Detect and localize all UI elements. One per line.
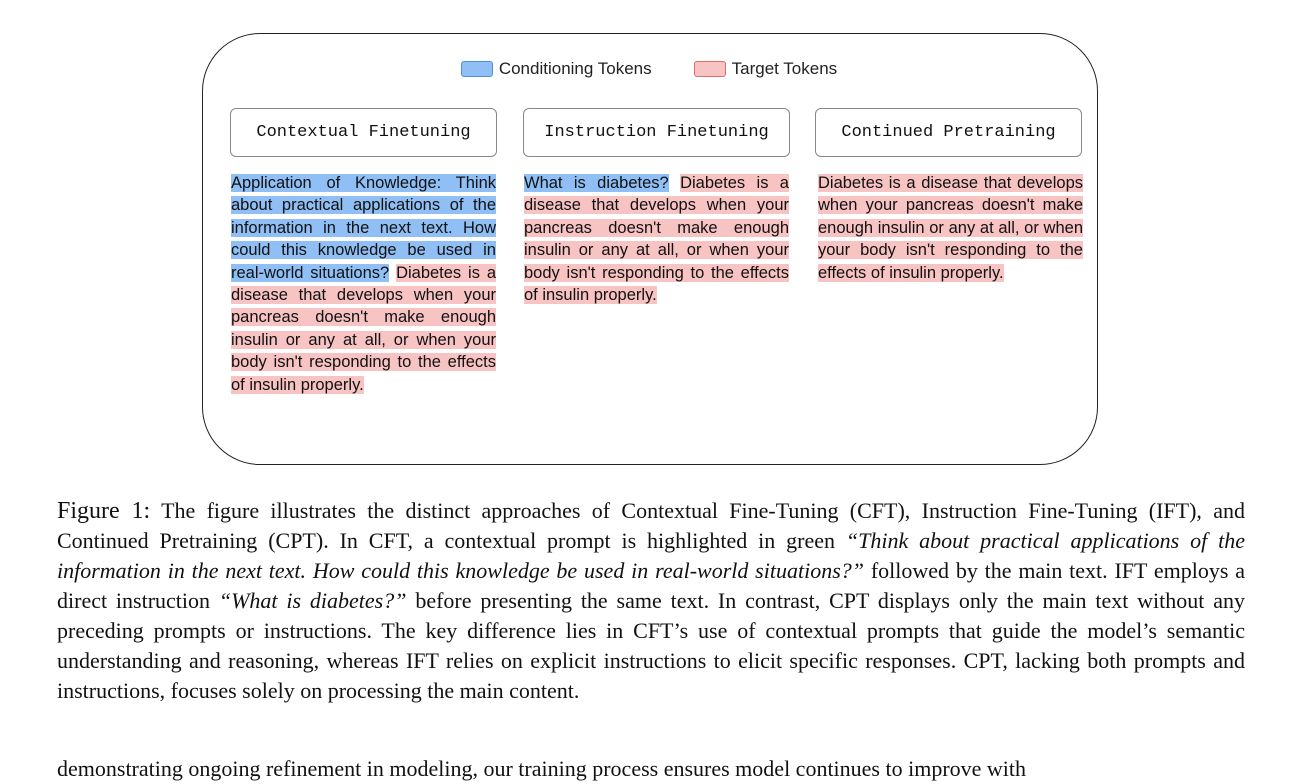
caption-text-part3: before presenting the same text. In contrast, CPT displays only the main text without any preceding prompts or instructions. The key difference lies in CFT’s use of contextual prompts that guide the model’s semantic understanding and reasoning, whereas IFT relies on explicit instructions to elicit specific responses. CPT, lacking both prompts and instructions, focuses solely on processing the main content.: [57, 588, 1245, 703]
conditioning-swatch: [461, 61, 493, 77]
target-swatch: [694, 61, 726, 77]
conditioning-label: Conditioning Tokens: [498, 59, 652, 78]
conditioning-tokens: What is diabetes?: [524, 174, 669, 192]
header-contextual-finetuning: Contextual Finetuning: [230, 108, 497, 157]
text-instruction-finetuning: [524, 172, 789, 306]
caption-quote-think: “Think about practical applications of the information in the next text. How could this knowledge be used in real-world situations?”: [57, 528, 1246, 583]
caption-quote-diabetes: “What is diabetes?”: [218, 588, 407, 613]
caption-text-part1: The figure illustrates the distinct approaches of Contextual Fine-Tuning (CFT), Instruction Fine-Tuning (IFT), and Continued Pretraining (CPT). In CFT, a contextual prompt is highlighted in green: [57, 498, 1245, 553]
legend-item-target: [694, 59, 838, 79]
target-tokens: Diabetes is a disease that develops when your pancreas doesn't make enough insulin or any at all, or when your body isn't responding to the effects of insulin properly.: [524, 174, 789, 305]
target-label: Target Tokens: [731, 59, 838, 78]
body-text-continued: demonstrating ongoing refinement in modeling, our training process ensures model continues to improve with: [57, 756, 1027, 781]
legend: [0, 59, 1298, 79]
figure-caption: [57, 496, 1245, 706]
target-tokens: Diabetes is a disease that develops when your pancreas doesn't make enough insulin or any at all, or when your body isn't responding to the effects of insulin properly.: [818, 174, 1083, 282]
header-continued-pretraining: Continued Pretraining: [815, 108, 1082, 157]
target-tokens: Diabetes is a disease that develops when your pancreas doesn't make enough insulin or any at all, or when your body isn't responding to the effects of insulin properly.: [231, 263, 496, 394]
caption-text-part2: followed by the main text. IFT employs a direct instruction: [57, 558, 1246, 613]
header-instruction-finetuning: Instruction Finetuning: [523, 108, 790, 157]
caption-label: Figure 1:: [57, 498, 151, 524]
conditioning-tokens: Application of Knowledge: Think about practical applications of the information in the next text. How could this knowledge be used in real-world situations?: [231, 174, 496, 282]
text-continued-pretraining: [818, 172, 1083, 284]
text-contextual-finetuning: [231, 172, 496, 396]
legend-item-conditioning: [461, 59, 652, 79]
